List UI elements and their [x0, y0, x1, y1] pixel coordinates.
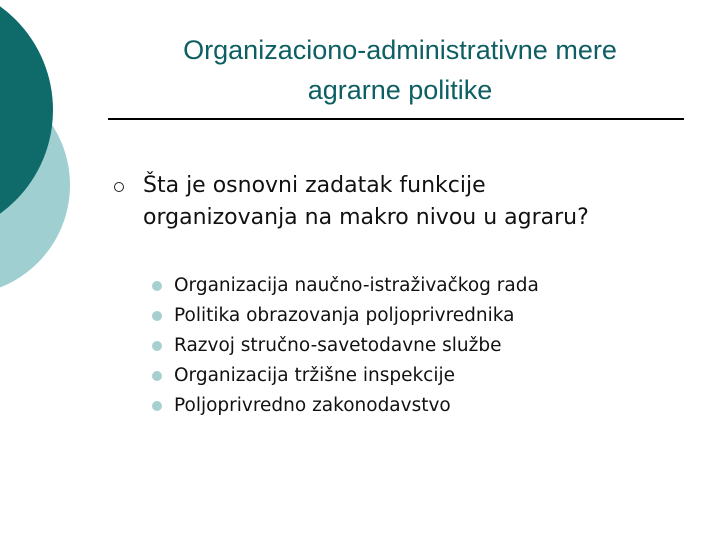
dot-bullet-icon	[152, 281, 162, 291]
list-item-text: Politika obrazovanja poljoprivrednika	[174, 305, 515, 326]
circle-bullet-icon	[114, 182, 124, 192]
list-item-text: Organizacija tržišne inspekcije	[174, 365, 456, 386]
question-line-1: Šta je osnovni zadatak funkcije	[143, 173, 486, 198]
dot-bullet-icon	[152, 311, 162, 321]
title-divider	[108, 118, 684, 120]
list-item-text: Razvoj stručno-savetodavne službe	[174, 335, 502, 356]
dot-bullet-icon	[152, 401, 162, 411]
list-item-text: Poljoprivredno zakonodavstvo	[174, 395, 451, 416]
slide-title	[110, 30, 690, 110]
title-line-2: agrarne politike	[307, 75, 493, 105]
question-text	[143, 170, 703, 234]
dot-bullet-icon	[152, 371, 162, 381]
question-line-2: organizovanja na makro nivou u agraru?	[143, 205, 589, 230]
dot-bullet-icon	[152, 341, 162, 351]
list-item-text: Organizacija naučno-istraživačkog rada	[174, 275, 539, 296]
decorative-circles	[0, 0, 120, 300]
title-line-1: Organizaciono-administrativne mere	[183, 35, 617, 65]
